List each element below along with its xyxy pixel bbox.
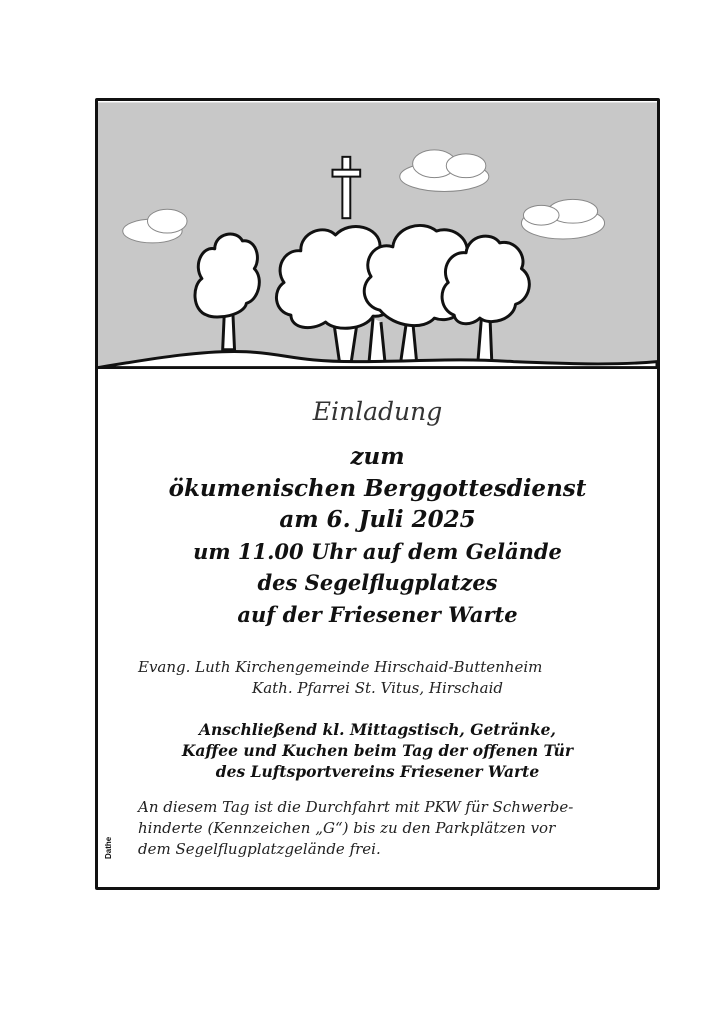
after-program-line-2: Kaffee und Kuchen beim Tag der offenen Tür (181, 741, 574, 760)
after-program-line-1: Anschließend kl. Mittagstisch, Getränke, (199, 720, 556, 739)
note-line-1: An diesem Tag ist die Durchfahrt mit PKW für Schwerbe- (138, 798, 574, 816)
organizers (98, 657, 657, 699)
event-details (98, 441, 657, 630)
note-line-2: hinderte (Kennzeichen „G“) bis zu den Parkplätzen vor (138, 819, 556, 837)
event-date: am 6. Juli 2025 (279, 506, 476, 533)
accessibility-note (138, 797, 628, 860)
landscape-illustration (98, 101, 657, 369)
flyer-frame (95, 98, 660, 890)
organizer-catholic: Kath. Pfarrei St. Vitus, Hirschaid (251, 679, 504, 697)
event-line-2: ökumenischen Berggottesdienst (168, 474, 587, 502)
event-place-3: auf der Friesener Warte (237, 601, 518, 627)
event-time-place: um 11.00 Uhr auf dem Gelände (193, 538, 562, 564)
flyer-title: Einladung (312, 397, 443, 426)
organizer-protestant: Evang. Luth Kirchengemeinde Hirschaid-Buttenheim (138, 658, 543, 676)
artist-credit: Dathe (104, 836, 113, 859)
event-place-2: des Segelflugplatzes (257, 570, 498, 595)
after-program-line-3: des Luftsportvereins Friesener Warte (215, 762, 540, 781)
after-program (98, 719, 657, 782)
event-line-1: zum (350, 443, 405, 470)
note-line-3: dem Segelflugplatzgelände frei. (138, 840, 381, 858)
